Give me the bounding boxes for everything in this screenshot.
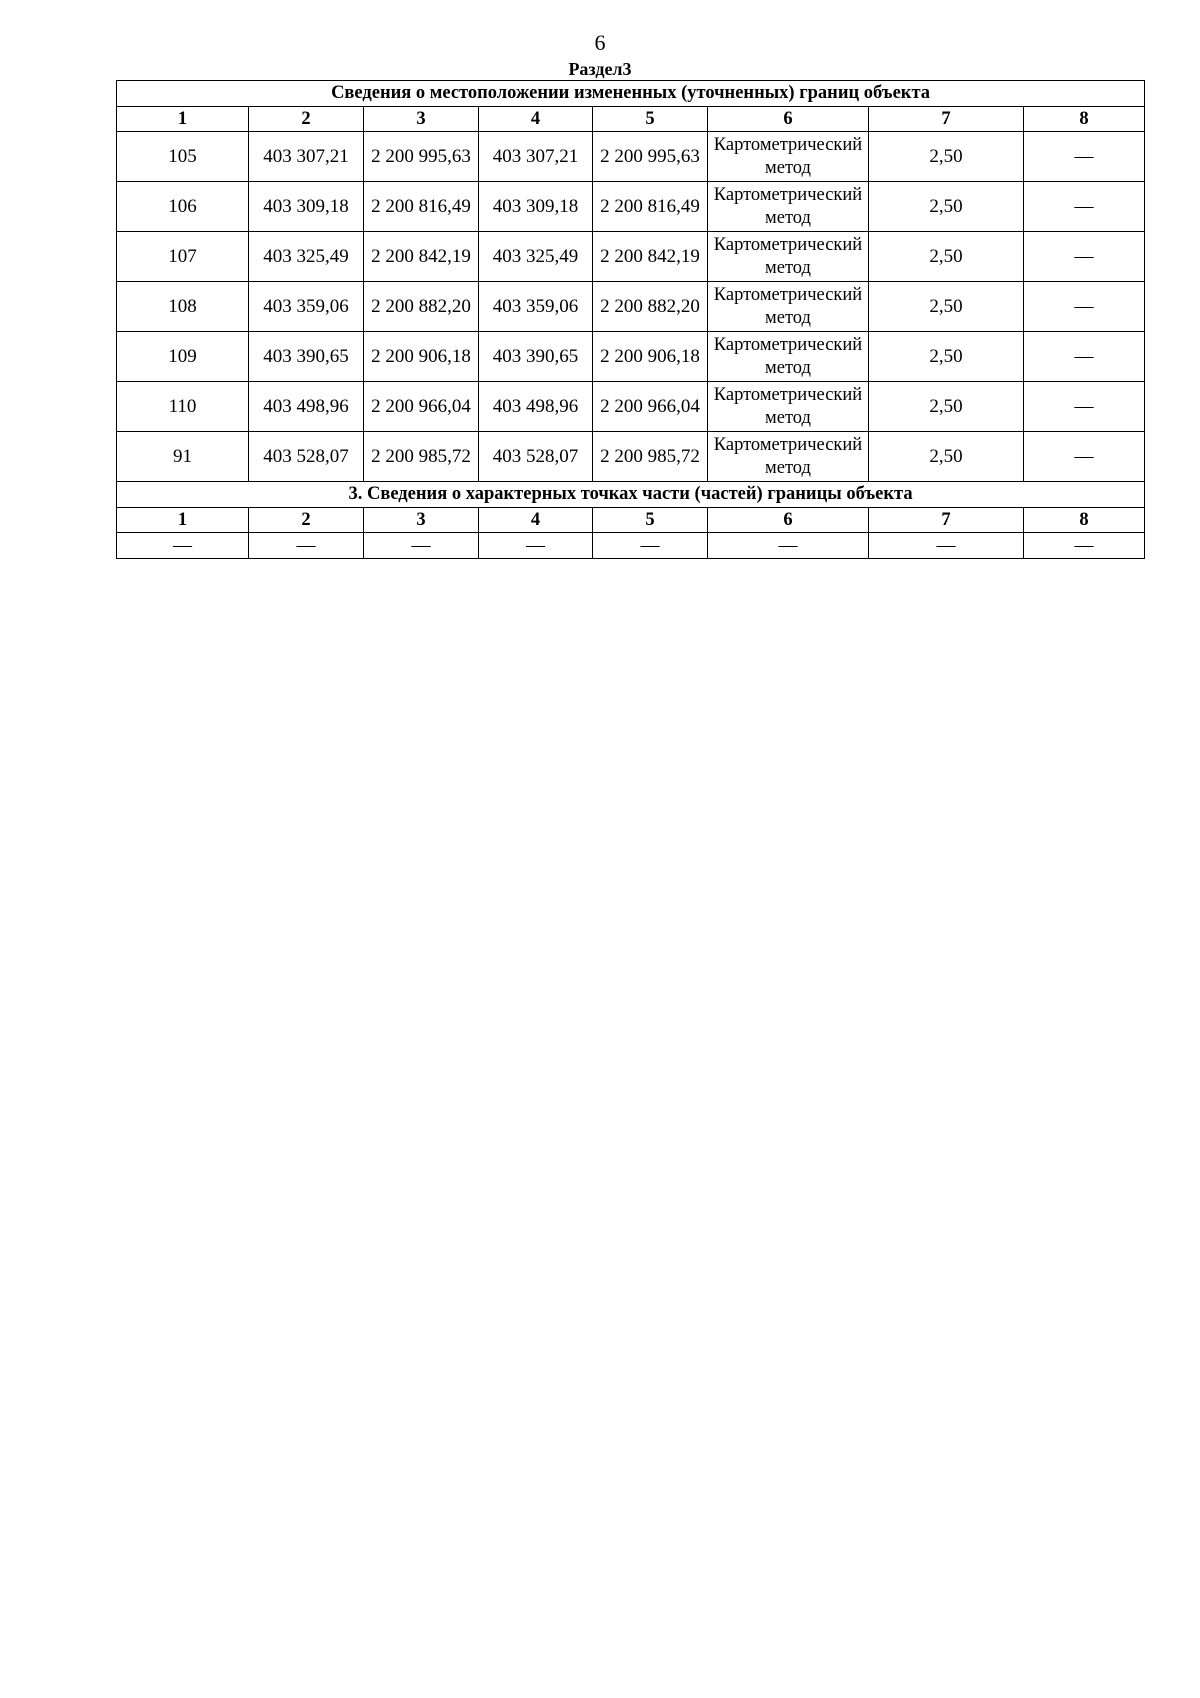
table-row [117,432,1145,482]
table-cell: Картометрический метод [708,332,869,382]
table-cell: 109 [117,332,249,382]
table-cell: 2 200 985,72 [364,432,479,482]
table-cell: — [593,533,708,559]
table-cell: 107 [117,232,249,282]
table-cell: — [869,533,1024,559]
table-cell: 110 [117,382,249,432]
table-cell: Картометрический метод [708,382,869,432]
table-cell: 2 200 985,72 [593,432,708,482]
table-title: 3. Сведения о характерных точках части (частей) границы объекта [117,482,1145,508]
column-number-cell: 1 [117,508,249,533]
table-row [117,382,1145,432]
table-cell: 403 309,18 [249,182,364,232]
column-number-row [117,508,1145,533]
table-cell: 403 498,96 [249,382,364,432]
table-cell: 2,50 [869,332,1024,382]
table-cell: — [708,533,869,559]
table-cell: 2 200 966,04 [364,382,479,432]
table-row [117,282,1145,332]
table-cell: — [1024,232,1145,282]
table-cell: 403 359,06 [249,282,364,332]
column-number-cell: 2 [249,508,364,533]
table-cell: 108 [117,282,249,332]
table-cell: 2 200 842,19 [364,232,479,282]
table-cell: Картометрический метод [708,182,869,232]
table-cell: 2 200 882,20 [593,282,708,332]
table-cell: 2 200 906,18 [364,332,479,382]
table-cell: Картометрический метод [708,432,869,482]
column-number-cell: 3 [364,508,479,533]
table-cell: 105 [117,132,249,182]
table-cell: — [249,533,364,559]
table-cell: 403 390,65 [479,332,593,382]
table-row [117,182,1145,232]
table-cell: — [1024,282,1145,332]
table-cell: 403 307,21 [479,132,593,182]
table-title-row [117,482,1145,508]
table-cell: — [479,533,593,559]
table-cell: 106 [117,182,249,232]
table-cell: — [1024,332,1145,382]
table-cell: 2 200 816,49 [364,182,479,232]
table-cell: — [1024,382,1145,432]
column-number-cell: 4 [479,107,593,132]
table-cell: 2,50 [869,282,1024,332]
table-cell: 2,50 [869,132,1024,182]
table-row [117,132,1145,182]
table-cell: Картометрический метод [708,132,869,182]
column-number-cell: 2 [249,107,364,132]
table-cell: 2 200 995,63 [364,132,479,182]
table-cell: 403 309,18 [479,182,593,232]
table-body [117,81,1145,559]
column-number-cell: 6 [708,107,869,132]
table-cell: 2,50 [869,382,1024,432]
table-row [117,533,1145,559]
table-cell: 403 307,21 [249,132,364,182]
table-cell: — [117,533,249,559]
column-number-row [117,107,1145,132]
table-cell: 2 200 882,20 [364,282,479,332]
table-cell: 403 359,06 [479,282,593,332]
boundary-table [116,80,1145,559]
table-cell: 403 498,96 [479,382,593,432]
page-number: 6 [594,30,606,55]
table-cell: — [1024,432,1145,482]
table-title: Сведения о местоположении измененных (уточненных) границ объекта [117,81,1145,107]
table-cell: 2 200 842,19 [593,232,708,282]
table-cell: 403 325,49 [249,232,364,282]
column-number-cell: 3 [364,107,479,132]
column-number-cell: 5 [593,107,708,132]
table-cell: Картометрический метод [708,232,869,282]
table-cell: 2,50 [869,432,1024,482]
table-cell: — [1024,182,1145,232]
table-cell: 2 200 995,63 [593,132,708,182]
table-cell: 2 200 816,49 [593,182,708,232]
column-number-cell: 7 [869,107,1024,132]
table-cell: 2 200 906,18 [593,332,708,382]
table-cell: 91 [117,432,249,482]
table-row [117,232,1145,282]
table-cell: 2,50 [869,182,1024,232]
column-number-cell: 4 [479,508,593,533]
table-row [117,332,1145,382]
column-number-cell: 8 [1024,508,1145,533]
table-cell: Картометрический метод [708,282,869,332]
column-number-cell: 1 [117,107,249,132]
section-label: Раздел3 [568,59,632,79]
column-number-cell: 8 [1024,107,1145,132]
table-cell: — [364,533,479,559]
table-cell: 2,50 [869,232,1024,282]
table-cell: 403 528,07 [249,432,364,482]
table-cell: 403 528,07 [479,432,593,482]
table-cell: — [1024,533,1145,559]
column-number-cell: 5 [593,508,708,533]
table-cell: 403 390,65 [249,332,364,382]
column-number-cell: 7 [869,508,1024,533]
table-cell: 403 325,49 [479,232,593,282]
table-cell: — [1024,132,1145,182]
table-cell: 2 200 966,04 [593,382,708,432]
table-title-row [117,81,1145,107]
column-number-cell: 6 [708,508,869,533]
